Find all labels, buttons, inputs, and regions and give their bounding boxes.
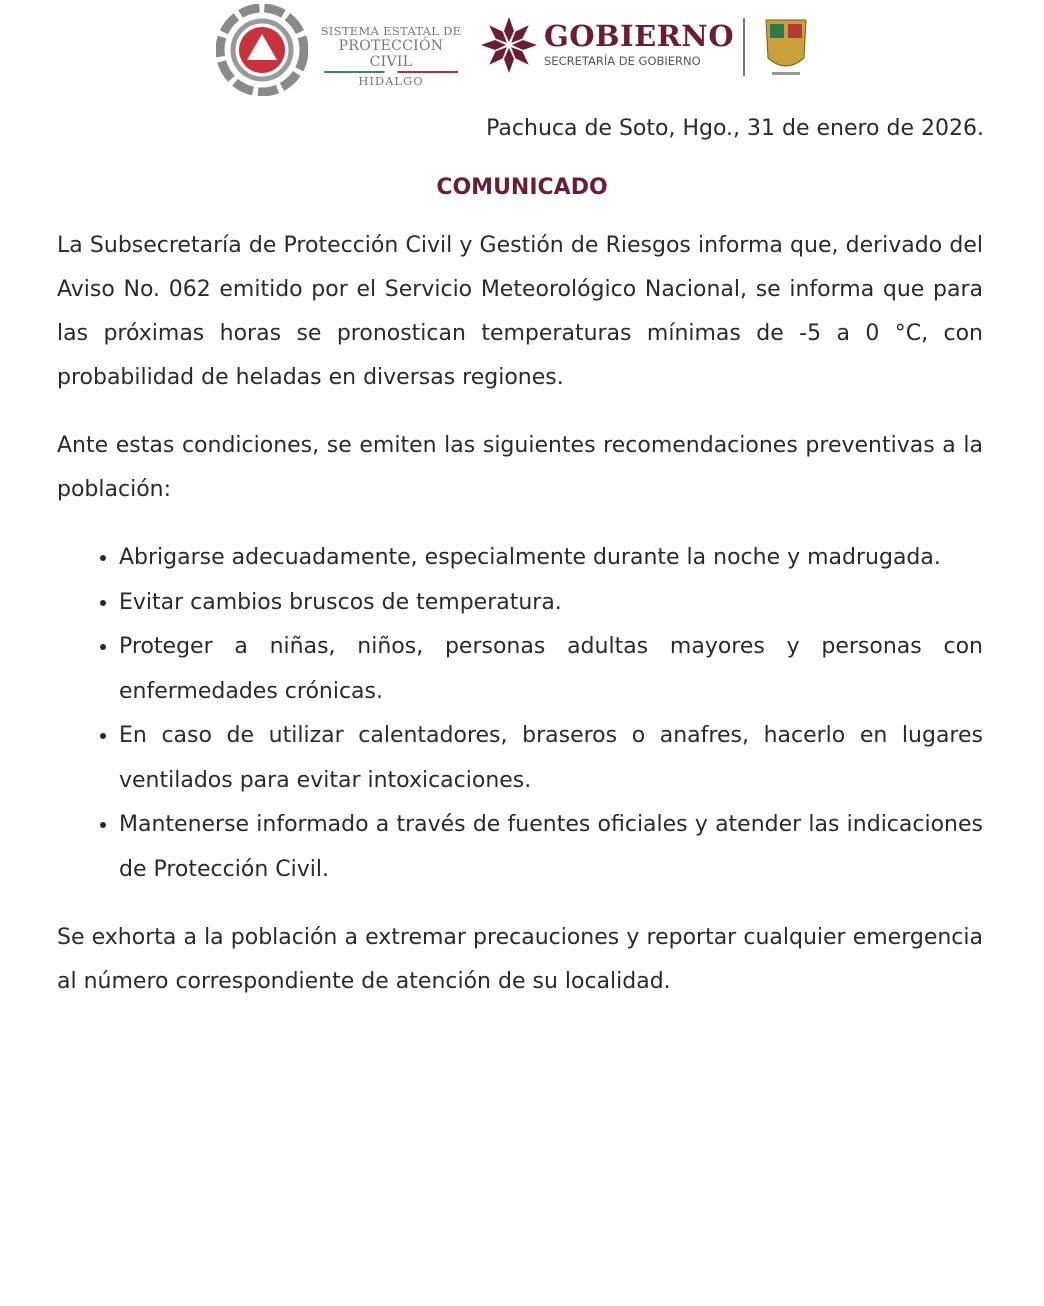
pc-line2: PROTECCIÓN CIVIL (338, 38, 444, 70)
paragraph-intro: La Subsecretaría de Protección Civil y Gestión de Riesgos informa que, derivado del Aviso No. 062 emitido por el Servicio Meteorológico Nacional, se informa que para las próximas horas se pronostican temperaturas mínimas de -5 a 0 °C, con probabilidad de heladas en diversas regiones. (57, 233, 983, 390)
gob-title: GOBIERNO (544, 19, 735, 53)
document-title: COMUNICADO (436, 175, 608, 200)
gobierno-star-icon (480, 16, 538, 74)
letterhead (216, 4, 816, 96)
proteccion-civil-wordmark (316, 24, 466, 88)
pc-line3: HIDALGO (358, 74, 424, 88)
logo-divider (743, 18, 745, 76)
gob-subtitle: SECRETARÍA DE GOBIERNO (544, 54, 701, 68)
tricolor-rule (324, 71, 458, 73)
list-item: • Evitar cambios bruscos de temperatura. (119, 581, 983, 626)
list-item: • Mantenerse informado a través de fuentes oficiales y atender las indicaciones de Protección Civil. (119, 803, 983, 892)
list-item: • En caso de utilizar calentadores, braseros o anafres, hacerlo en lugares ventilados para evitar intoxicaciones. (119, 714, 983, 803)
recommendations-list (57, 536, 983, 892)
proteccion-civil-logo (216, 4, 308, 96)
paragraph-conditions: Ante estas condiciones, se emiten las siguientes recomendaciones preventivas a la población: (57, 433, 983, 502)
list-item: • Proteger a niñas, niños, personas adultas mayores y personas con enfermedades crónicas. (119, 625, 983, 714)
document-body (57, 224, 983, 1028)
list-item: • Abrigarse adecuadamente, especialmente durante la noche y madrugada. (119, 536, 983, 581)
gobierno-wordmark (544, 20, 734, 68)
paragraph-closing: Se exhorta a la población a extremar precauciones y reportar cualquier emergencia al número correspondiente de atención de su localidad. (57, 925, 983, 994)
pc-line1: SISTEMA ESTATAL DE (320, 24, 462, 38)
document-date: Pachuca de Soto, Hgo., 31 de enero de 2026. (486, 116, 984, 141)
hidalgo-coat-of-arms-icon (762, 14, 810, 78)
